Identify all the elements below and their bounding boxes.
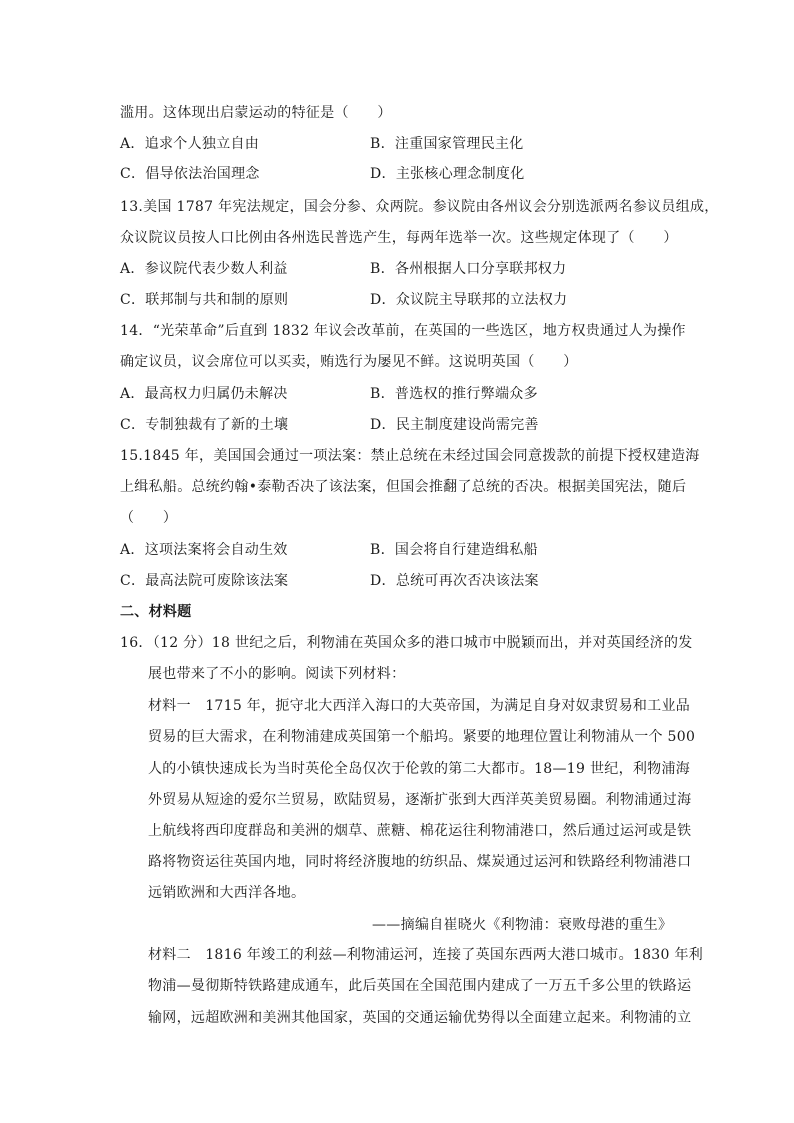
q12-option-d: D．主张核心理念制度化 bbox=[370, 166, 525, 182]
q14-option-b: B．普选权的推行弊端众多 bbox=[370, 386, 538, 402]
q16-material2-line: 材料二 1816 年竣工的利兹—利物浦运河，连接了英国东西两大港口城市。1830 年利 bbox=[148, 947, 704, 963]
q13-stem-line1: 13.美国 1787 年宪法规定，国会分参、众两院。参议院由各州议会分别选派两名参议员组成， bbox=[120, 199, 719, 215]
q15-option-d: D．总统可再次否决该法案 bbox=[370, 573, 539, 589]
q13-option-a: A．参议院代表少数人利益 bbox=[120, 261, 288, 277]
q16-material2-line: 输网，远超欧洲和美洲其他国家，英国的交通运输优势得以全面建立起来。利物浦的立 bbox=[148, 1010, 692, 1026]
q12-option-b: B．注重国家管理民主化 bbox=[370, 136, 524, 152]
q16-material1-line: 外贸易从短途的爱尔兰贸易，欧陆贸易，逐渐扩张到大西洋英美贸易圈。利物浦通过海 bbox=[148, 792, 692, 808]
q12-stem-tail: 滥用。这体现出启蒙运动的特征是（ ） bbox=[120, 105, 392, 121]
q13-option-d: D．众议院主导联邦的立法权力 bbox=[370, 292, 568, 308]
q15-stem-line2: 上缉私船。总统约翰•泰勒否决了该法案，但国会推翻了总统的否决。根据美国宪法，随后 bbox=[120, 479, 687, 495]
q16-stem-line2: 展也带来了不小的影响。阅读下列材料： bbox=[148, 666, 406, 682]
q16-material1-line: 远销欧洲和大西洋各地。 bbox=[148, 885, 306, 901]
q16-source1: ——摘编自崔晓火《利物浦：衰败母港的重生》 bbox=[372, 917, 673, 933]
q16-material1-line: 贸易的巨大需求，在利物浦建成英国第一个船坞。紧要的地理位置让利物浦从一个 500 bbox=[148, 729, 696, 745]
q14-stem-line2: 确定议员，议会席位可以买卖，贿选行为屡见不鲜。这说明英国（ ） bbox=[120, 354, 578, 370]
q15-stem-line1: 15.1845 年，美国国会通过一项法案：禁止总统在未经过国会同意拨款的前提下授权建造海 bbox=[120, 448, 700, 464]
q13-option-c: C．联邦制与共和制的原则 bbox=[120, 292, 289, 308]
q16-material2-line: 物浦—曼彻斯特铁路建成通车，此后英国在全国范围内建成了一万五千多公里的铁路运 bbox=[148, 978, 692, 994]
q14-option-d: D．民主制度建设尚需完善 bbox=[370, 417, 539, 433]
q14-option-c: C．专制独裁有了新的土壤 bbox=[120, 417, 289, 433]
q15-option-a: A．这项法案将会自动生效 bbox=[120, 542, 288, 558]
q16-material1-line: 路将物资运往英国内地，同时将经济腹地的纺织品、煤炭通过运河和铁路经利物浦港口 bbox=[148, 854, 692, 870]
q15-option-b: B．国会将自行建造缉私船 bbox=[370, 542, 538, 558]
q12-option-a: A．追求个人独立自由 bbox=[120, 136, 260, 152]
q15-option-c: C．最高法院可废除该法案 bbox=[120, 573, 289, 589]
q16-stem-line1: 16．（12 分）18 世纪之后，利物浦在英国众多的港口城市中脱颖而出，并对英国经济的发 bbox=[120, 635, 693, 651]
q14-stem-line1: 14．“光荣革命”后直到 1832 年议会改革前，在英国的一些选区，地方权贵通过人为操作 bbox=[120, 323, 686, 339]
q16-material1-line: 上航线将西印度群岛和美洲的烟草、蔗糖、棉花运往利物浦港口，然后通过运河或是铁 bbox=[148, 823, 692, 839]
q16-material1-line: 人的小镇快速成长为当时英伦全岛仅次于伦敦的第二大都市。18—19 世纪，利物浦海 bbox=[148, 761, 691, 777]
q13-option-b: B．各州根据人口分享联邦权力 bbox=[370, 261, 567, 277]
q12-option-c: C．倡导依法治国理念 bbox=[120, 166, 260, 182]
q15-stem-line3: （ ） bbox=[120, 510, 178, 526]
section-title: 二、材料题 bbox=[120, 604, 192, 620]
q13-stem-line2: 众议院议员按人口比例由各州选民普选产生，每两年选举一次。这些规定体现了（ ） bbox=[120, 230, 678, 246]
q14-option-a: A．最高权力归属仍未解决 bbox=[120, 386, 288, 402]
q16-material1-line: 材料一 1715 年，扼守北大西洋入海口的大英帝国，为满足自身对奴隶贸易和工业品 bbox=[148, 698, 691, 714]
